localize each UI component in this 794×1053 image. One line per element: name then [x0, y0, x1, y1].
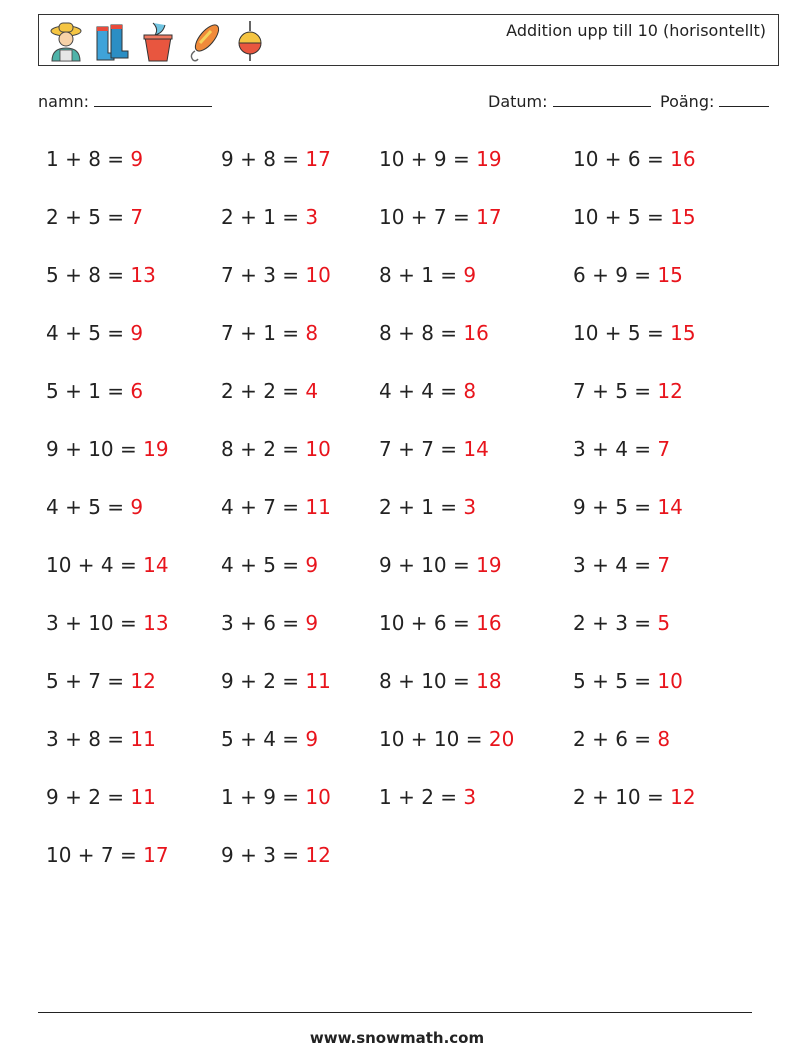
problem-item	[221, 553, 318, 577]
problem-item	[221, 611, 318, 635]
problem-answer: 11	[305, 669, 331, 693]
problem-answer: 4	[305, 379, 319, 403]
problem-item	[221, 205, 318, 229]
problem-item	[46, 495, 143, 519]
problem-answer: 12	[130, 669, 156, 693]
problem-answer: 10	[305, 785, 331, 809]
problem-question: 9 + 5 =	[573, 495, 658, 519]
problem-question: 2 + 3 =	[573, 611, 658, 635]
problem-question: 3 + 4 =	[573, 437, 658, 461]
problem-question: 3 + 8 =	[46, 727, 131, 751]
problem-item	[379, 669, 502, 693]
problem-question: 2 + 1 =	[379, 495, 464, 519]
problem-item	[46, 321, 143, 345]
problem-question: 9 + 10 =	[46, 437, 144, 461]
problem-answer: 10	[305, 263, 331, 287]
problem-answer: 9	[305, 727, 319, 751]
problem-item	[379, 379, 476, 403]
problem-answer: 9	[463, 263, 477, 287]
problem-item	[46, 843, 169, 867]
problem-item	[379, 611, 502, 635]
problem-question: 1 + 8 =	[46, 147, 131, 171]
problem-answer: 3	[463, 785, 477, 809]
problem-item	[46, 263, 156, 287]
problem-answer: 12	[670, 785, 696, 809]
problem-answer: 20	[488, 727, 515, 751]
problem-item	[573, 669, 683, 693]
problem-item	[221, 843, 331, 867]
problem-question: 4 + 7 =	[221, 495, 306, 519]
problem-answer: 10	[657, 669, 683, 693]
problem-question: 5 + 8 =	[46, 263, 131, 287]
problem-answer: 13	[143, 611, 169, 635]
problem-answer: 9	[305, 553, 319, 577]
problem-answer: 11	[130, 727, 156, 751]
problem-item	[573, 727, 670, 751]
problem-question: 10 + 7 =	[46, 843, 144, 867]
problem-item	[46, 437, 169, 461]
problem-item	[46, 611, 169, 635]
problem-item	[573, 147, 696, 171]
problem-question: 10 + 5 =	[573, 205, 671, 229]
problem-question: 4 + 5 =	[221, 553, 306, 577]
problem-answer: 16	[463, 321, 489, 345]
problem-question: 5 + 4 =	[221, 727, 306, 751]
problem-answer: 7	[130, 205, 144, 229]
problem-question: 5 + 7 =	[46, 669, 131, 693]
problem-answer: 14	[143, 553, 169, 577]
problem-answer: 9	[130, 495, 144, 519]
problem-question: 5 + 5 =	[573, 669, 658, 693]
problem-item	[221, 379, 318, 403]
footer-site: www.snowmath.com	[309, 1029, 485, 1047]
problem-answer: 11	[305, 495, 331, 519]
problem-answer: 14	[463, 437, 489, 461]
problem-item	[379, 263, 476, 287]
problem-item	[379, 205, 502, 229]
problem-item	[573, 553, 670, 577]
problem-question: 3 + 10 =	[46, 611, 144, 635]
problem-item	[573, 785, 696, 809]
problem-item	[46, 727, 156, 751]
problem-question: 7 + 3 =	[221, 263, 306, 287]
problem-question: 2 + 5 =	[46, 205, 131, 229]
problem-question: 1 + 2 =	[379, 785, 464, 809]
problem-question: 5 + 1 =	[46, 379, 131, 403]
problem-item	[573, 263, 683, 287]
problem-answer: 9	[130, 321, 144, 345]
problem-item	[379, 727, 514, 751]
problem-answer: 8	[305, 321, 319, 345]
problem-question: 7 + 1 =	[221, 321, 306, 345]
worksheet-title: Addition upp till 10 (horisontellt)	[506, 21, 766, 40]
problem-question: 9 + 2 =	[46, 785, 131, 809]
problem-item	[46, 205, 143, 229]
problem-question: 10 + 6 =	[573, 147, 671, 171]
problem-question: 4 + 5 =	[46, 321, 131, 345]
problem-question: 9 + 3 =	[221, 843, 306, 867]
problem-answer: 9	[305, 611, 319, 635]
problem-answer: 15	[670, 205, 696, 229]
problem-question: 9 + 8 =	[221, 147, 306, 171]
problem-answer: 12	[305, 843, 331, 867]
problem-item	[46, 553, 169, 577]
problem-question: 10 + 4 =	[46, 553, 144, 577]
problem-question: 4 + 5 =	[46, 495, 131, 519]
problem-item	[573, 379, 683, 403]
problem-answer: 3	[305, 205, 319, 229]
problem-item	[379, 147, 502, 171]
problem-question: 2 + 2 =	[221, 379, 306, 403]
problem-item	[221, 321, 318, 345]
problem-item	[573, 205, 696, 229]
problem-item	[573, 611, 670, 635]
problem-item	[379, 785, 476, 809]
problem-question: 9 + 2 =	[221, 669, 306, 693]
problem-question: 3 + 6 =	[221, 611, 306, 635]
problem-answer: 15	[670, 321, 696, 345]
problem-item	[573, 437, 670, 461]
problem-item	[573, 495, 683, 519]
problem-question: 4 + 4 =	[379, 379, 464, 403]
problem-question: 7 + 7 =	[379, 437, 464, 461]
problem-answer: 6	[130, 379, 144, 403]
name-label: namn:	[38, 92, 90, 111]
problem-question: 6 + 9 =	[573, 263, 658, 287]
problem-answer: 8	[657, 727, 671, 751]
problem-item	[221, 147, 331, 171]
problem-question: 1 + 9 =	[221, 785, 306, 809]
problem-answer: 15	[657, 263, 683, 287]
problem-question: 10 + 10 =	[379, 727, 489, 751]
problem-item	[379, 553, 502, 577]
problem-answer: 16	[670, 147, 696, 171]
problem-answer: 8	[463, 379, 477, 403]
problem-answer: 10	[305, 437, 331, 461]
problem-item	[221, 785, 331, 809]
problem-answer: 14	[657, 495, 683, 519]
problem-question: 10 + 7 =	[379, 205, 477, 229]
problem-answer: 18	[476, 669, 502, 693]
problem-question: 8 + 10 =	[379, 669, 477, 693]
footer-divider	[38, 1012, 752, 1013]
problem-answer: 7	[657, 437, 671, 461]
problem-answer: 17	[143, 843, 169, 867]
problem-question: 8 + 1 =	[379, 263, 464, 287]
problem-question: 2 + 10 =	[573, 785, 671, 809]
problem-item	[221, 495, 331, 519]
problem-item	[221, 437, 331, 461]
problem-question: 7 + 5 =	[573, 379, 658, 403]
problem-item	[379, 495, 476, 519]
problem-answer: 17	[476, 205, 502, 229]
problem-item	[379, 321, 489, 345]
problem-question: 2 + 6 =	[573, 727, 658, 751]
problem-answer: 12	[657, 379, 683, 403]
problem-item	[221, 263, 331, 287]
problem-answer: 9	[130, 147, 144, 171]
problem-answer: 11	[130, 785, 156, 809]
problem-answer: 19	[476, 553, 502, 577]
date-label: Datum:	[488, 92, 548, 111]
problem-item	[573, 321, 696, 345]
problem-item	[46, 379, 143, 403]
problem-answer: 17	[305, 147, 331, 171]
problem-answer: 3	[463, 495, 477, 519]
problem-question: 8 + 8 =	[379, 321, 464, 345]
problem-answer: 5	[657, 611, 671, 635]
problem-question: 10 + 6 =	[379, 611, 477, 635]
problem-item	[46, 147, 143, 171]
problem-answer: 19	[143, 437, 169, 461]
problem-item	[46, 669, 156, 693]
problem-question: 10 + 9 =	[379, 147, 477, 171]
problem-question: 3 + 4 =	[573, 553, 658, 577]
problem-item	[221, 669, 331, 693]
problem-answer: 16	[476, 611, 502, 635]
problem-question: 2 + 1 =	[221, 205, 306, 229]
problem-answer: 13	[130, 263, 156, 287]
problem-question: 10 + 5 =	[573, 321, 671, 345]
problem-question: 9 + 10 =	[379, 553, 477, 577]
problem-item	[221, 727, 318, 751]
score-label: Poäng:	[660, 92, 715, 111]
problem-answer: 7	[657, 553, 671, 577]
problem-question: 8 + 2 =	[221, 437, 306, 461]
problem-item	[46, 785, 156, 809]
problem-answer: 19	[476, 147, 502, 171]
problem-item	[379, 437, 489, 461]
